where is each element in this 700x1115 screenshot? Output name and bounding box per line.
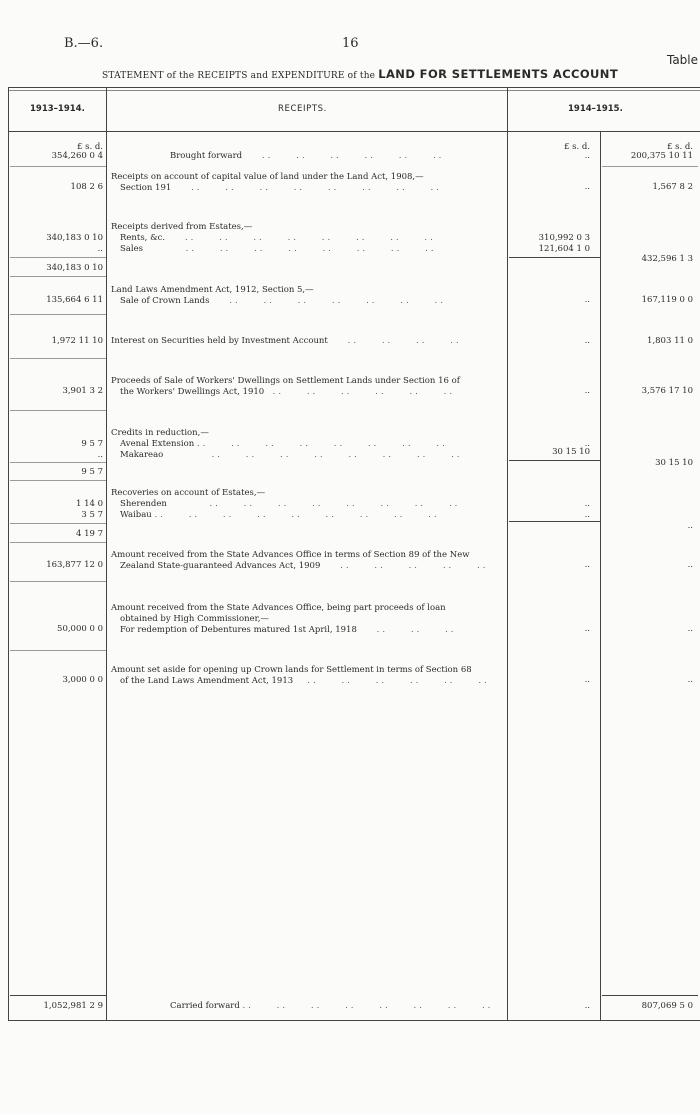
col-header-left-year: 1913–1914.: [30, 104, 85, 114]
table-label: Table: [666, 53, 698, 67]
carried-forward-right: 807,069 5 0: [641, 1001, 693, 1011]
rule: [10, 358, 106, 359]
document-reference: B.—6.: [64, 36, 104, 51]
estates-desc: Receipts derived from Estates,— Rents, &c. .. .. .. .. .. .. .. .. Sales .. .. .. .. .. .. .. ..: [111, 222, 437, 254]
credits-left-2: ..: [97, 450, 103, 460]
rule: [602, 166, 698, 167]
rule: [10, 650, 106, 651]
rule: [10, 480, 106, 481]
loan-right: ..: [687, 624, 693, 634]
land-laws-desc: Land Laws Amendment Act, 1912, Section 5,— Sale of Crown Lands .. .. .. .. .. .. ..: [111, 285, 446, 306]
advances-right: ..: [687, 560, 693, 570]
workers-desc: Proceeds of Sale of Workers' Dwellings on Settlement Lands under Section 16 of the Workers' Dwellings Act, 1910 .. .. .. .. .. ..: [111, 376, 460, 397]
land-laws-right: 167,119 0 0: [641, 295, 693, 305]
advances-left: 163,877 12 0: [46, 560, 103, 570]
carried-forward-mid: ..: [584, 1001, 590, 1011]
recoveries-left-2: 3 5 7: [81, 510, 103, 520]
header-bottom-rule: [8, 131, 700, 132]
page-number: 16: [342, 36, 359, 51]
brought-forward-mid: ..: [584, 151, 590, 161]
workers-right: 3,576 17 10: [641, 386, 693, 396]
recoveries-left-1: 1 14 0: [75, 499, 103, 509]
table-top-rule: [8, 87, 700, 88]
rule: [509, 460, 600, 461]
rule: [10, 276, 106, 277]
statement-title: [102, 67, 618, 81]
credits-desc: Credits in reduction,— Avenal Extension .. .. .. .. .. .. .. .. Makareao .. .. .. .. .. .. .. ..: [111, 428, 463, 460]
rule: [10, 462, 106, 463]
crown-lands-desc: Amount set aside for opening up Crown lands for Settlement in terms of Section 68 of the Land Laws Amendment Act, 1913 .. .. .. .. .. ..: [111, 665, 490, 686]
col-divider-2: [507, 87, 508, 1021]
crown-lands-mid: ..: [584, 675, 590, 685]
recoveries-waibau-mid: ..: [584, 510, 590, 520]
advances-mid: ..: [584, 560, 590, 570]
recoveries-left-total: 4 19 7: [75, 529, 103, 539]
title-prefix: STATEMENT of the RECEIPTS and EXPENDITURE of the: [102, 71, 376, 81]
loan-desc: Amount received from the State Advances Office, being part proceeds of loan obtained by High Commissioner,— For redemption of Debentures matured 1st April, 1918 .. .. ..: [111, 603, 457, 635]
rule: [602, 995, 698, 996]
col-header-right-year: 1914–1915.: [568, 104, 623, 114]
table-left-border: [8, 87, 9, 1021]
estates-right: 432,596 1 3: [641, 254, 693, 264]
rule: [10, 581, 106, 582]
rule: [10, 257, 106, 258]
recoveries-right: ..: [687, 521, 693, 531]
workers-mid: ..: [584, 386, 590, 396]
credits-makareao-mid: 30 15 10: [552, 447, 590, 457]
advances-desc: Amount received from the State Advances Office in terms of Section 89 of the New Zealand State-guaranteed Advances Act, 1909 .. .. .. .. ..: [111, 550, 489, 571]
rule: [10, 314, 106, 315]
recoveries-sherenden-mid: ..: [584, 499, 590, 509]
rule: [10, 523, 106, 524]
credits-right: 30 15 10: [655, 458, 693, 468]
loan-left: 50,000 0 0: [57, 624, 103, 634]
crown-lands-right: ..: [687, 675, 693, 685]
credits-avenal-mid: ..: [584, 439, 590, 449]
interest-desc: Interest on Securities held by Investment Account .. .. .. ..: [111, 336, 462, 346]
recoveries-desc: Recoveries on account of Estates,— Sherenden .. .. .. .. .. .. .. .. Waibau .. .. .. .. .. .. .. .. ..: [111, 488, 461, 520]
capital-value-desc: Receipts on account of capital value of land under the Land Act, 1908,— Section 191 .. .. .. .. .. .. .. ..: [111, 172, 442, 193]
unit-right: £ s. d.: [666, 142, 693, 152]
brought-forward-left: 354,260 0 4: [51, 151, 103, 161]
col-divider-3: [600, 131, 601, 1021]
interest-mid: ..: [584, 336, 590, 346]
estates-left-2: ..: [97, 244, 103, 254]
rule: [10, 410, 106, 411]
rule: [509, 257, 600, 258]
unit-mid: £ s. d.: [563, 142, 590, 152]
brought-forward-right: 200,375 10 11: [630, 151, 693, 161]
loan-mid: ..: [584, 624, 590, 634]
col-divider-1: [106, 87, 107, 1021]
brought-forward-label: Brought forward .. .. .. .. .. ..: [170, 151, 445, 161]
workers-left: 3,901 3 2: [62, 386, 103, 396]
carried-forward-label: Carried forward .. .. .. .. .. .. .. ..: [170, 1001, 494, 1011]
credits-left: 9 5 7: [81, 439, 103, 449]
estates-left-total: 340,183 0 10: [46, 263, 103, 273]
rule: [10, 995, 106, 996]
estates-rents-mid: 310,992 0 3: [538, 233, 590, 243]
unit-left: £ s. d.: [76, 142, 103, 152]
interest-right: 1,803 11 0: [647, 336, 693, 346]
capital-value-left: 108 2 6: [70, 182, 103, 192]
table-top-rule-2: [8, 90, 700, 91]
rule: [509, 521, 600, 522]
estates-sales-mid: 121,604 1 0: [538, 244, 590, 254]
carried-forward-left: 1,052,981 2 9: [43, 1001, 103, 1011]
col-header-receipts: RECEIPTS.: [278, 104, 327, 114]
table-bottom-rule: [8, 1020, 700, 1021]
credits-left-total: 9 5 7: [81, 467, 103, 477]
rule: [10, 542, 106, 543]
title-emphasis: LAND FOR SETTLEMENTS ACCOUNT: [378, 67, 619, 81]
land-laws-left: 135,664 6 11: [46, 295, 103, 305]
rule: [10, 166, 106, 167]
crown-lands-left: 3,000 0 0: [62, 675, 103, 685]
capital-value-mid: ..: [584, 182, 590, 192]
capital-value-right: 1,567 8 2: [652, 182, 693, 192]
estates-left: 340,183 0 10: [46, 233, 103, 243]
land-laws-mid: ..: [584, 295, 590, 305]
interest-left: 1,972 11 10: [51, 336, 103, 346]
